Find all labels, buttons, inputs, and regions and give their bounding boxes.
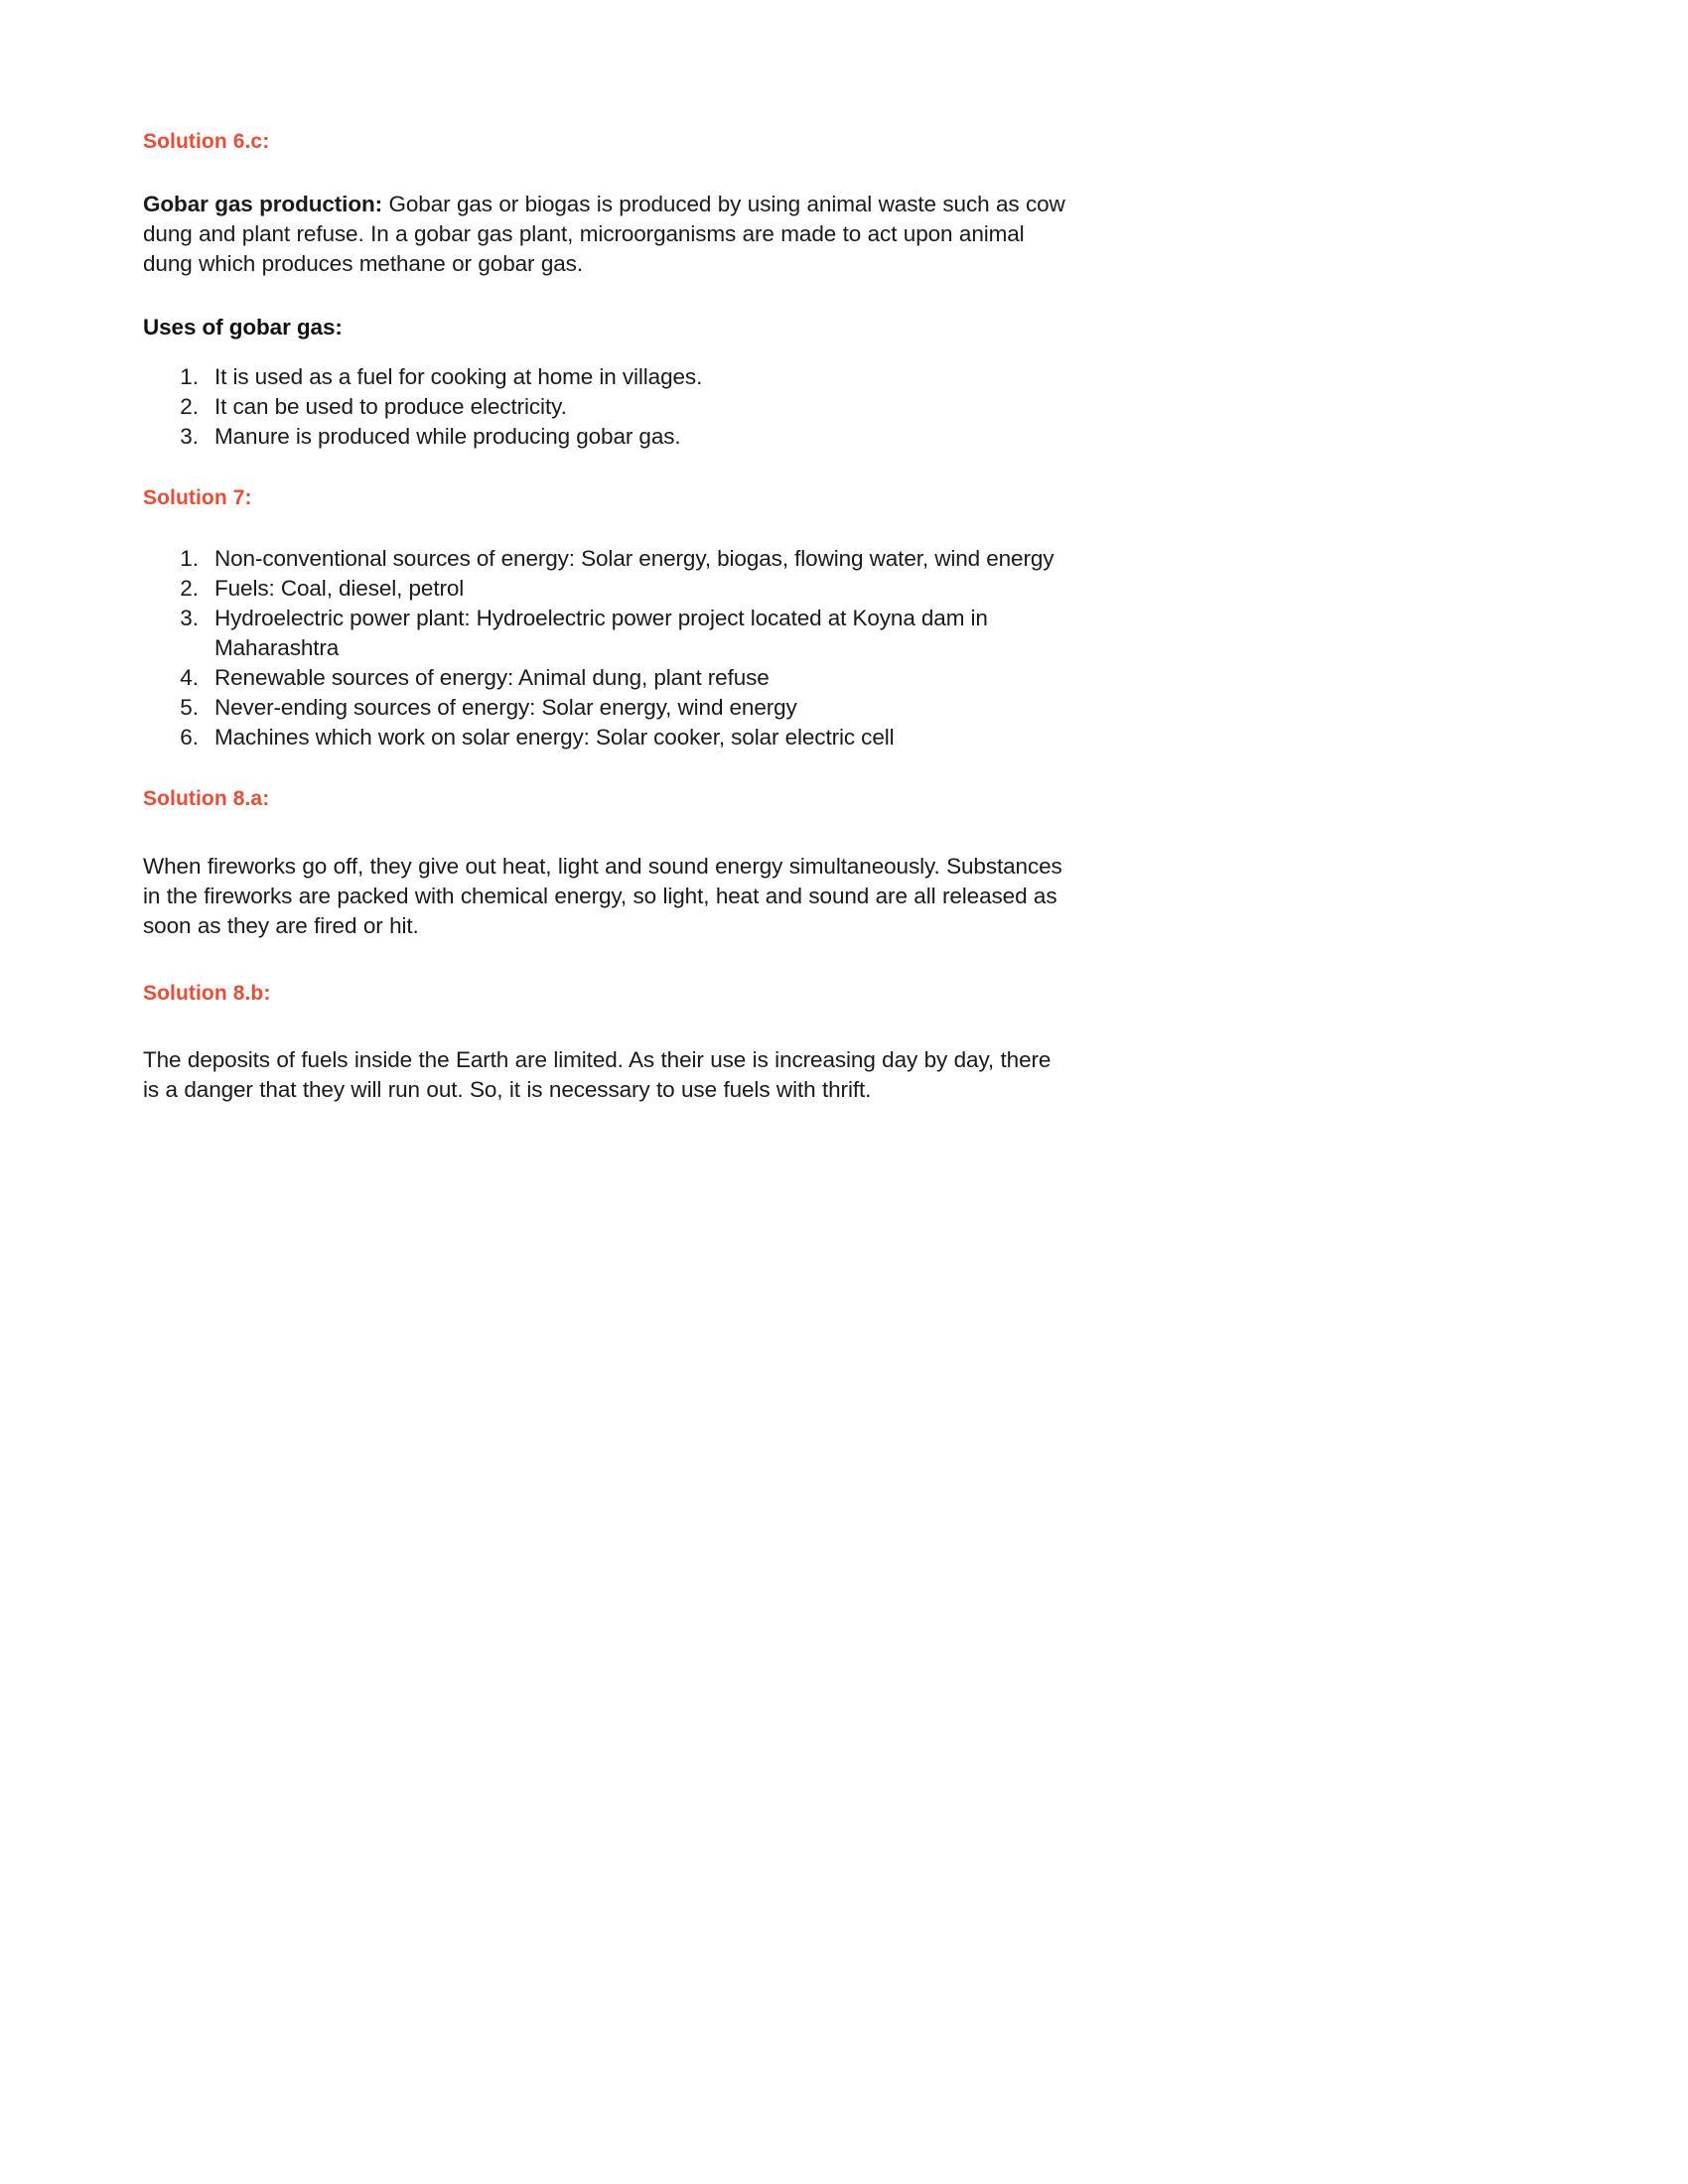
list-item: 2. It can be used to produce electricity. [205,392,1071,422]
paragraph-solution-8b: The deposits of fuels inside the Earth are limited. As their use is increasing day by day, there is a danger that they will run out. So, it is necessary to use fuels with thrift. [143,1046,1052,1102]
spacer [143,279,1071,313]
document-content [143,129,1071,1105]
spacer [143,510,1071,544]
section-heading-solution-6c: Solution 6.c: [143,130,270,153]
spacer [143,941,1071,981]
list-item: 4. Renewable sources of energy: Animal dung, plant refuse [205,663,1071,693]
list-item: 2. Fuels: Coal, diesel, petrol [205,574,1071,604]
paragraph-gobar-gas-production [143,190,1071,279]
section-heading-solution-8a: Solution 8.a: [143,787,270,811]
list-item: 6. Machines which work on solar energy: Solar cooker, solar electric cell [205,723,1071,752]
list-item: 5. Never-ending sources of energy: Solar energy, wind energy [205,693,1071,723]
list-item: 3. Hydroelectric power plant: Hydroelectric power project located at Koyna dam in Maharashtra [205,604,1071,663]
spacer [143,342,1071,362]
spacer [143,154,1071,190]
list-item: 1. Non-conventional sources of energy: Solar energy, biogas, flowing water, wind energy [205,544,1071,574]
spacer [143,452,1071,485]
list-uses-of-gobar-gas [143,362,1071,452]
list-item: 3. Manure is produced while producing gobar gas. [205,422,1071,452]
section-heading-solution-7: Solution 7: [143,486,252,510]
section-heading-solution-8b: Solution 8.b: [143,981,271,1005]
list-item: 1. It is used as a fuel for cooking at home in villages. [205,362,1071,392]
list-solution-7 [143,544,1071,752]
spacer [143,1006,1071,1045]
spacer [143,812,1071,852]
spacer [143,752,1071,786]
paragraph-text: Gobar gas or biogas is produced by using animal waste such as cow dung and plant refuse. In a gobar gas plant, microorganisms are made to act upon animal dung which produces methane or gobar gas. [143,192,1065,277]
subheading-uses-of-gobar-gas: Uses of gobar gas: [143,315,343,341]
lead-label-gobar-gas-production: Gobar gas production: [143,192,383,217]
paragraph-solution-8a: When fireworks go off, they give out heat, light and sound energy simultaneously. Substances in the fireworks are packed with chemical energy, so light, heat and sound are all released as soon as they are fired or hit. [143,853,1062,938]
